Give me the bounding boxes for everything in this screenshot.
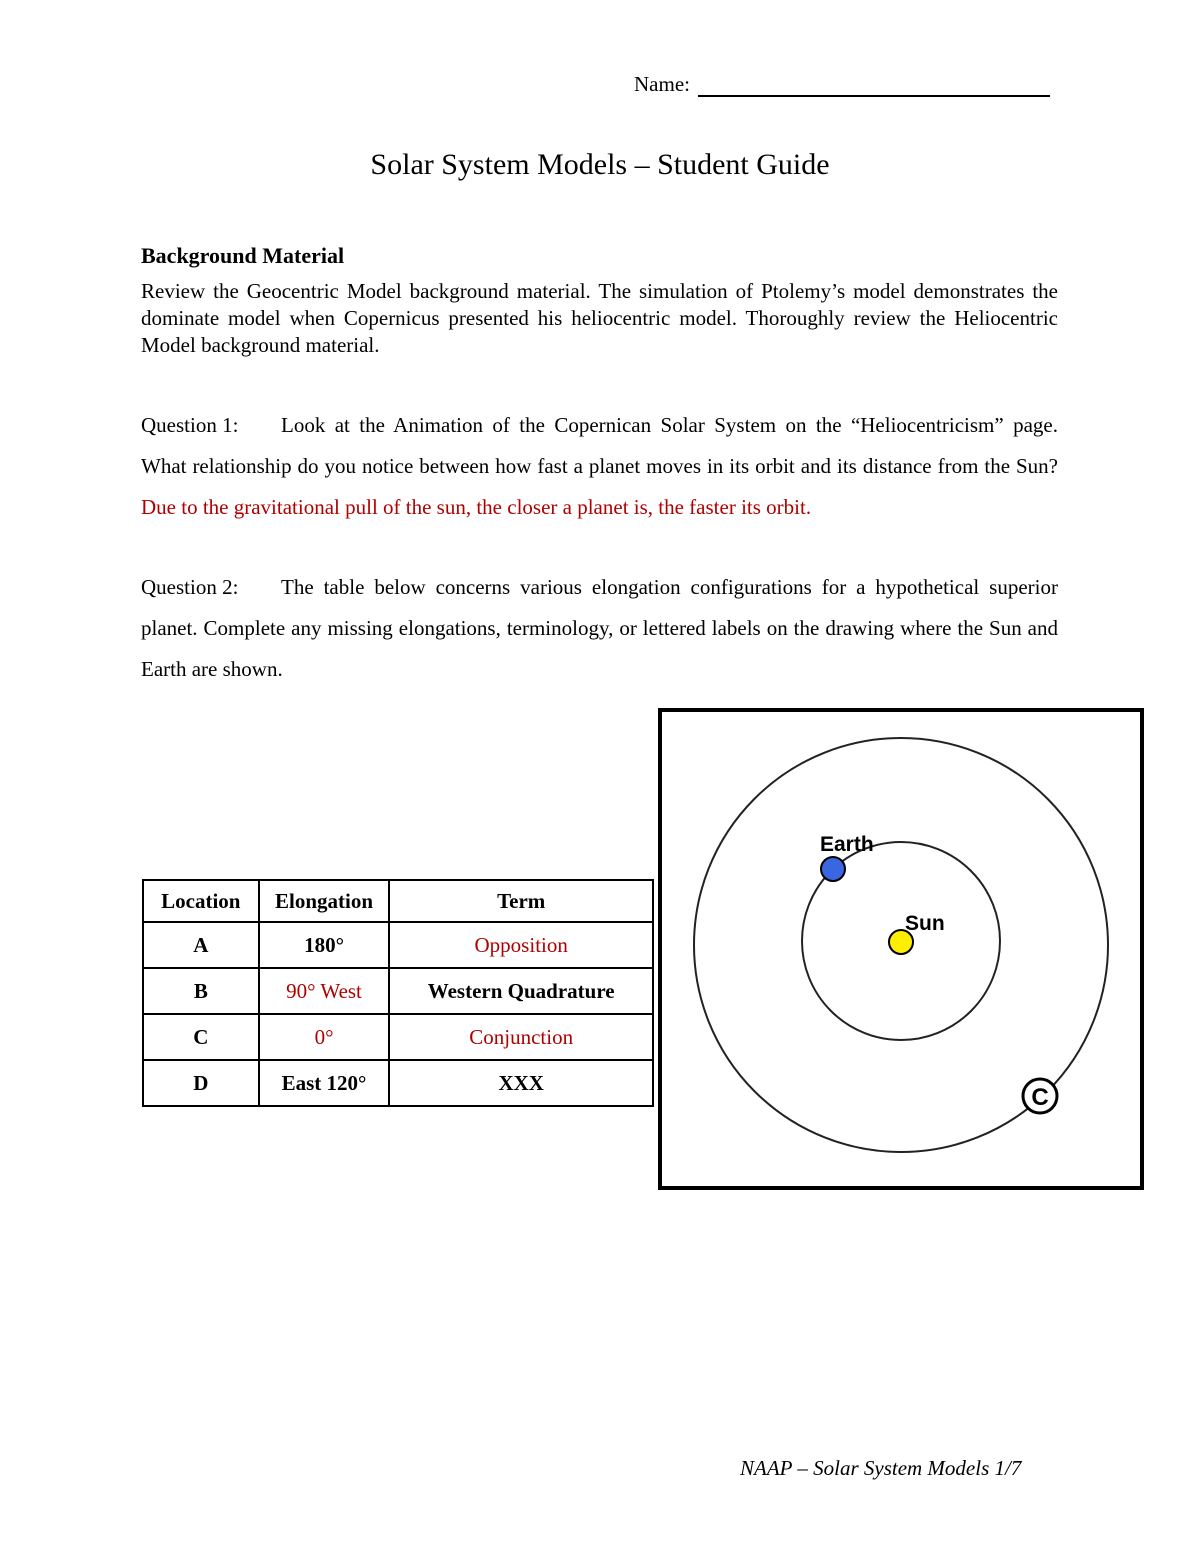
- term-cell: Western Quadrature: [389, 968, 653, 1014]
- orbit-diagram: [658, 708, 1144, 1190]
- question-1-text: Look at the Animation of the Copernican Solar System on the “Heliocentricism” page. What relationship do you notice between how fast a planet moves in its orbit and its distance from the Sun?: [141, 413, 1058, 478]
- earth-icon: [821, 857, 845, 881]
- table-row: [143, 922, 653, 968]
- background-heading: Background Material: [141, 243, 345, 268]
- term-cell: XXX: [389, 1060, 653, 1106]
- table-row: [143, 968, 653, 1014]
- elongation-cell: 0°: [259, 1014, 390, 1060]
- header-elongation: Elongation: [259, 880, 390, 922]
- location-cell: B: [143, 968, 259, 1014]
- location-cell: D: [143, 1060, 259, 1106]
- name-blank-line[interactable]: [698, 75, 1050, 97]
- location-cell: C: [143, 1014, 259, 1060]
- table-row: [143, 1014, 653, 1060]
- page-title: Solar System Models – Student Guide: [370, 148, 830, 181]
- question-1-label: Question 1:: [141, 413, 239, 437]
- elongation-cell: 90° West: [259, 968, 390, 1014]
- table-row: [143, 1060, 653, 1106]
- question-2-label: Question 2:: [141, 575, 239, 599]
- elongation-cell: East 120°: [259, 1060, 390, 1106]
- term-cell: Opposition: [389, 922, 653, 968]
- elongation-cell: 180°: [259, 922, 390, 968]
- table-header-row: [143, 880, 653, 922]
- question-1-answer: Due to the gravitational pull of the sun, the closer a planet is, the faster its orbit.: [141, 495, 812, 519]
- question-2-text: The table below concerns various elongation configurations for a hypothetical superior planet. Complete any missing elongations, terminology, or lettered labels on the drawing where the Sun and Earth are shown.: [141, 575, 1058, 681]
- header-term: Term: [389, 880, 653, 922]
- term-cell: Conjunction: [389, 1014, 653, 1060]
- name-label: Name:: [634, 72, 690, 96]
- location-cell: A: [143, 922, 259, 968]
- elongation-table: [142, 879, 654, 1107]
- question-2: [141, 567, 1058, 690]
- earth-label: Earth: [820, 833, 874, 856]
- planet-c-label: C: [1031, 1084, 1049, 1111]
- question-1: [141, 405, 1058, 528]
- sun-label: Sun: [905, 912, 945, 935]
- page-footer: NAAP – Solar System Models 1/7: [740, 1456, 1022, 1480]
- background-text: Review the Geocentric Model background material. The simulation of Ptolemy’s model demonstrates the dominate model when Copernicus presented his heliocentric model. Thoroughly review the Heliocentric Model background material.: [141, 279, 1058, 357]
- header-location: Location: [143, 880, 259, 922]
- name-field-row: [634, 72, 1050, 97]
